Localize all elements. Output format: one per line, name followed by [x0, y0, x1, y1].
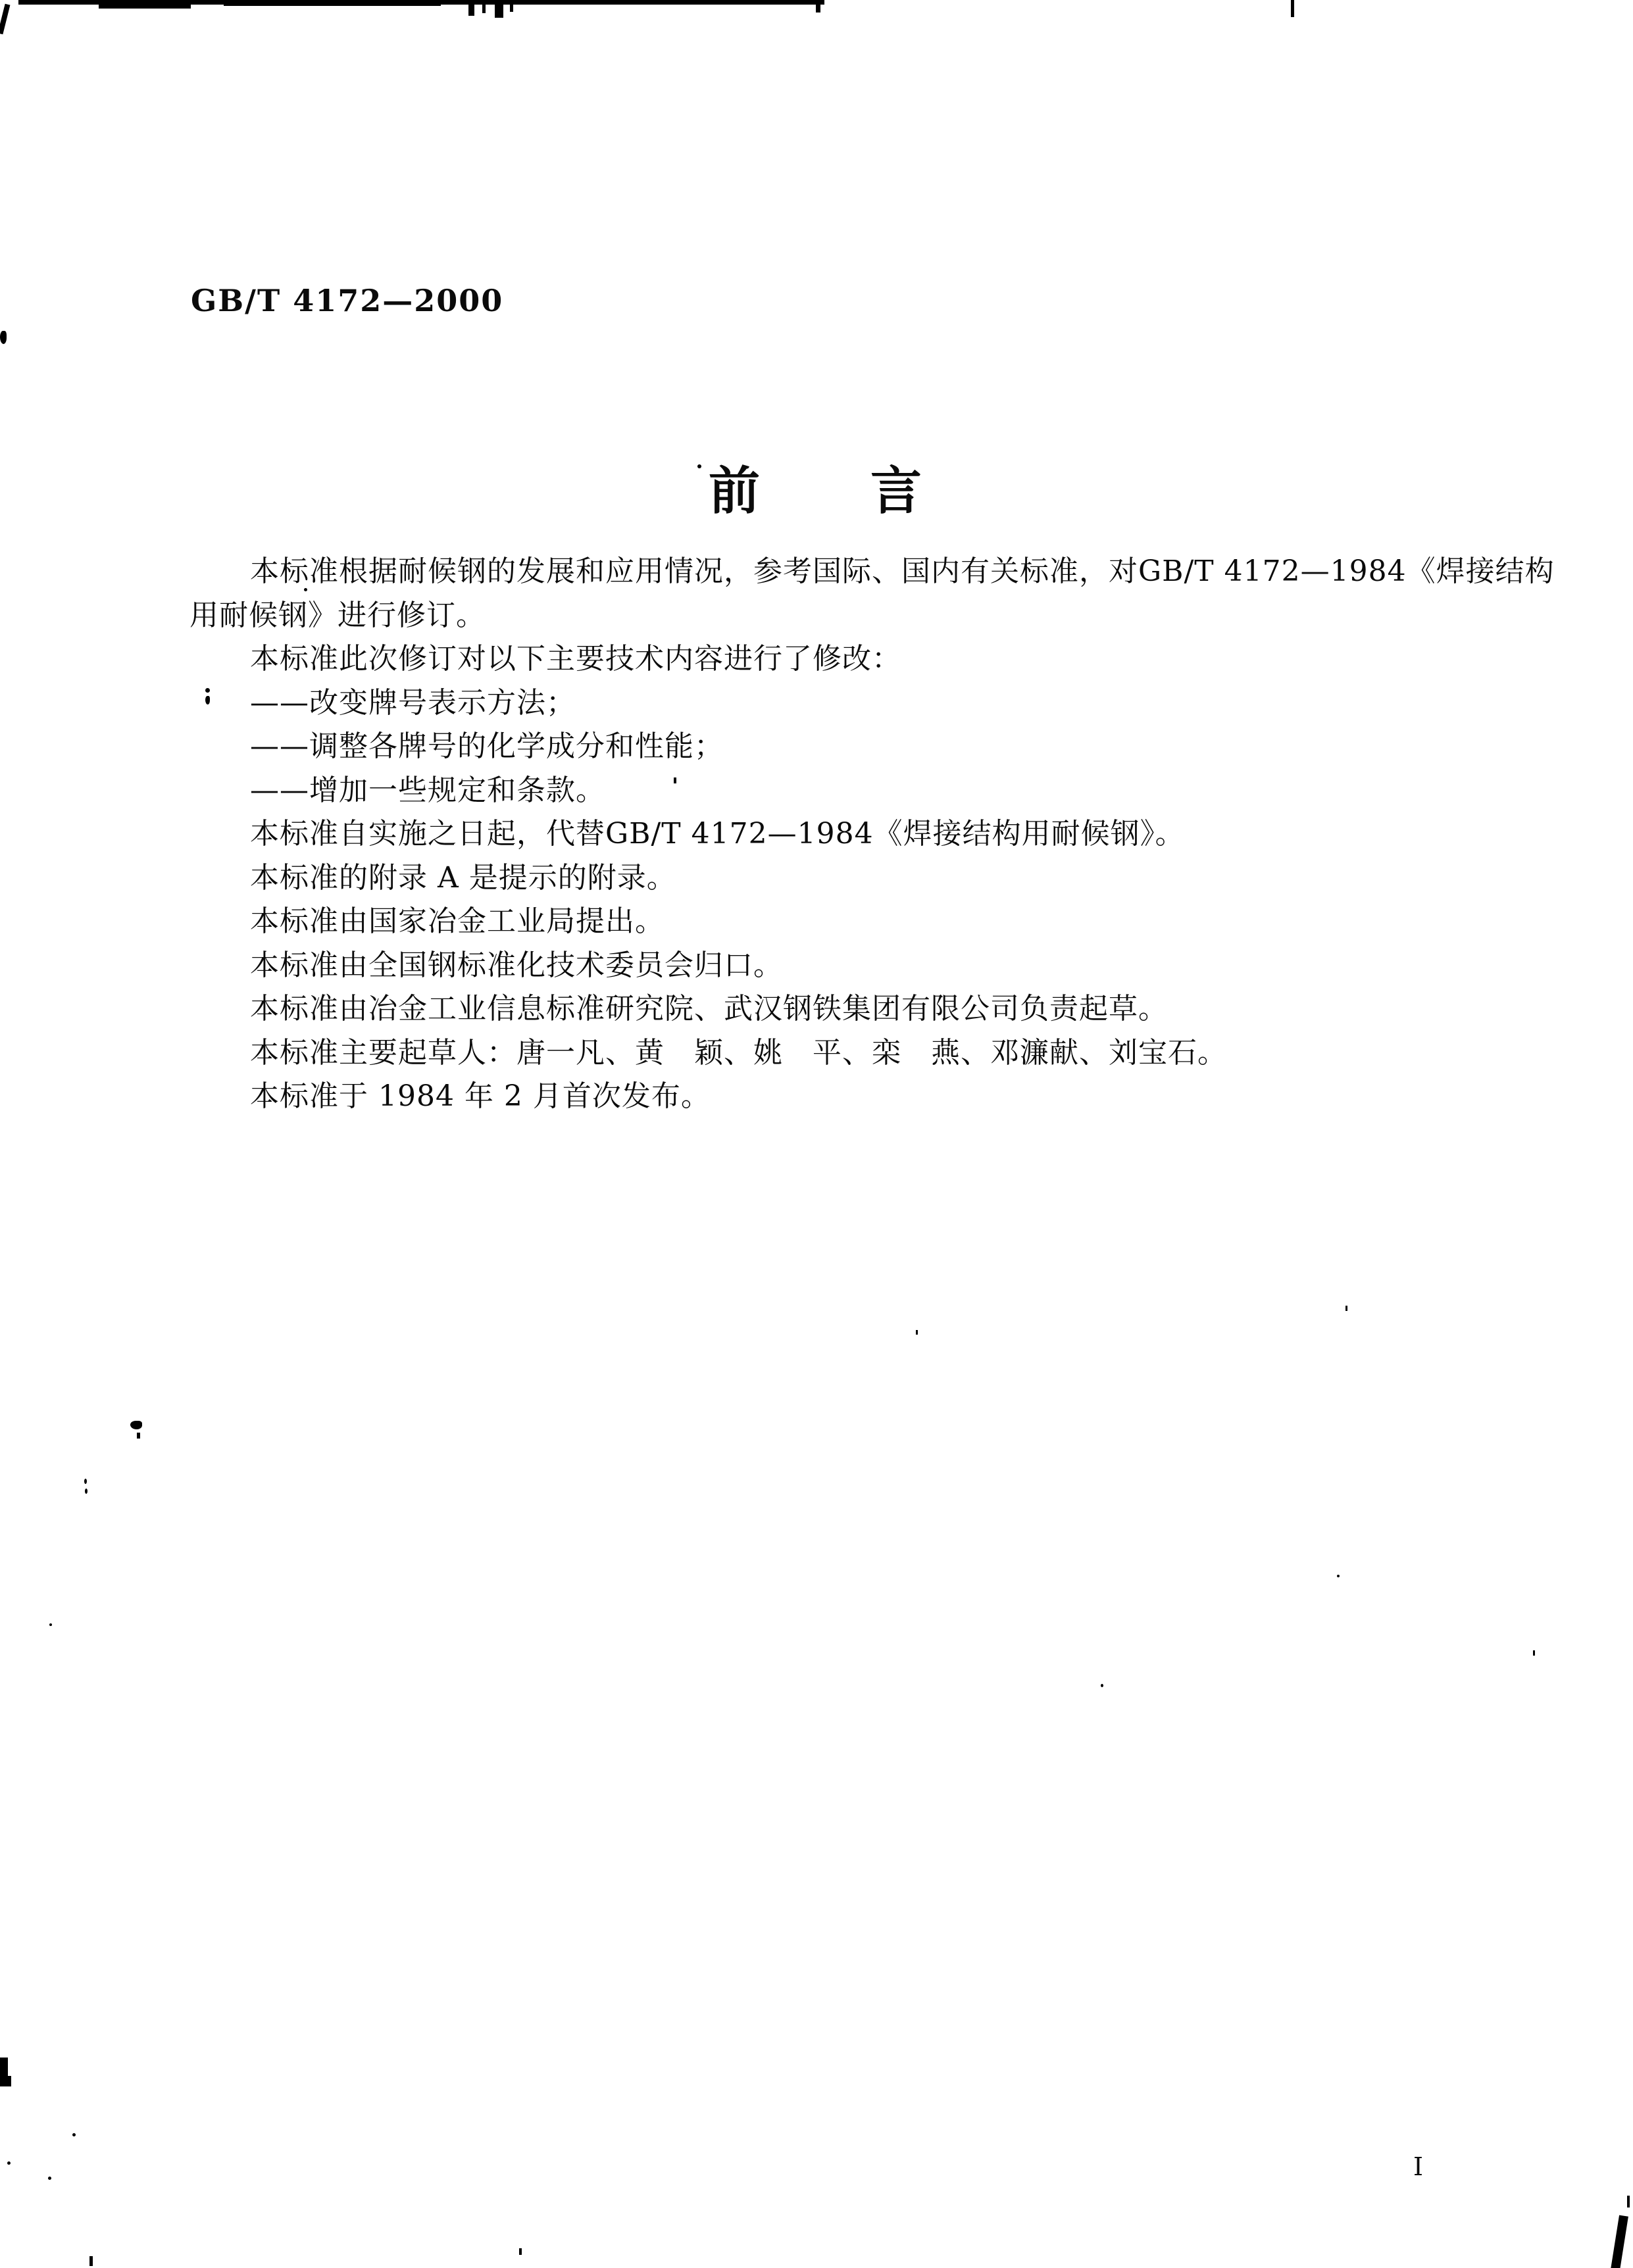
scan-artifact-speck	[7, 2161, 11, 2165]
foreword-line: 用耐候钢》进行修订。	[189, 598, 486, 632]
scan-artifact-speck	[72, 2133, 76, 2136]
foreword-line: 本标准由冶金工业信息标准研究院、武汉钢铁集团有限公司负责起草。	[250, 992, 1168, 1025]
foreword-line: 本标准的附录 A 是提示的附录。	[250, 860, 676, 895]
foreword-line: ——增加一些规定和条款。	[250, 773, 605, 807]
scan-artifact-speck	[519, 2248, 522, 2255]
scan-artifact-speck	[48, 2177, 51, 2180]
foreword-line: 本标准自实施之日起，代替GB/T 4172—1984《焊接结构用耐候钢》。	[250, 817, 1185, 851]
scan-artifact-speck	[89, 2256, 93, 2266]
foreword-line: 本标准根据耐候钢的发展和应用情况，参考国际、国内有关标准，对GB/T 4172—1984《焊接结构	[250, 555, 1555, 588]
scan-artifact-speck	[49, 1623, 52, 1626]
page-number: I	[1413, 2152, 1424, 2181]
scan-artifact-top-tick	[816, 0, 820, 12]
scan-artifact-corner-slash	[1607, 2215, 1628, 2268]
scan-artifact-corner-slash	[0, 4, 10, 35]
foreword-line: 本标准于 1984 年 2 月首次发布。	[250, 1079, 711, 1113]
scan-artifact-speck	[1337, 1575, 1340, 1577]
foreword-line: ——调整各牌号的化学成分和性能；	[250, 729, 724, 763]
scan-artifact-stray-semicolon	[205, 696, 210, 704]
foreword-line: 本标准此次修订对以下主要技术内容进行了修改：	[250, 642, 901, 676]
scan-artifact-left-mark	[0, 331, 7, 344]
scan-artifact-top-tick	[510, 0, 513, 12]
scan-artifact-top-tick	[495, 0, 503, 18]
scan-artifact-speck	[84, 1479, 87, 1484]
scan-artifact-speck	[697, 464, 701, 468]
standard-code: GB/T 4172—2000	[191, 283, 504, 318]
scan-artifact-speck	[304, 588, 307, 591]
foreword-line: 本标准主要起草人：唐一凡、黄 颖、姚 平、栾 燕、邓濂献、刘宝石。	[250, 1035, 1227, 1070]
scan-artifact-speck	[916, 1330, 918, 1335]
scan-artifact-left-bar	[0, 2076, 11, 2086]
scan-artifact-speck	[1533, 1650, 1535, 1656]
scan-artifact-speck	[674, 777, 676, 783]
foreword-body	[189, 550, 1555, 1119]
scan-artifact-top-band	[224, 0, 441, 6]
foreword-line: ——改变牌号表示方法；	[250, 685, 576, 720]
foreword-line: 本标准由国家冶金工业局提出。	[250, 904, 665, 938]
scan-artifact-speck	[1345, 1306, 1347, 1311]
scan-artifact-top-band	[99, 0, 191, 9]
scan-artifact-top-tick	[482, 0, 486, 13]
scan-artifact-speck	[85, 1489, 88, 1494]
scan-artifact-top-tick	[468, 0, 474, 16]
scan-artifact-speck	[1101, 1684, 1103, 1687]
foreword-line: 本标准由全国钢标准化技术委员会归口。	[250, 948, 783, 982]
scan-artifact-speck	[1627, 2196, 1630, 2207]
scan-artifact-top-tick	[1291, 0, 1294, 17]
scan-artifact-question-mark	[130, 1421, 142, 1429]
scan-artifact-speck	[137, 1433, 140, 1439]
foreword-title: 前 言	[708, 461, 924, 521]
scan-artifact-stray-semicolon	[205, 688, 210, 693]
